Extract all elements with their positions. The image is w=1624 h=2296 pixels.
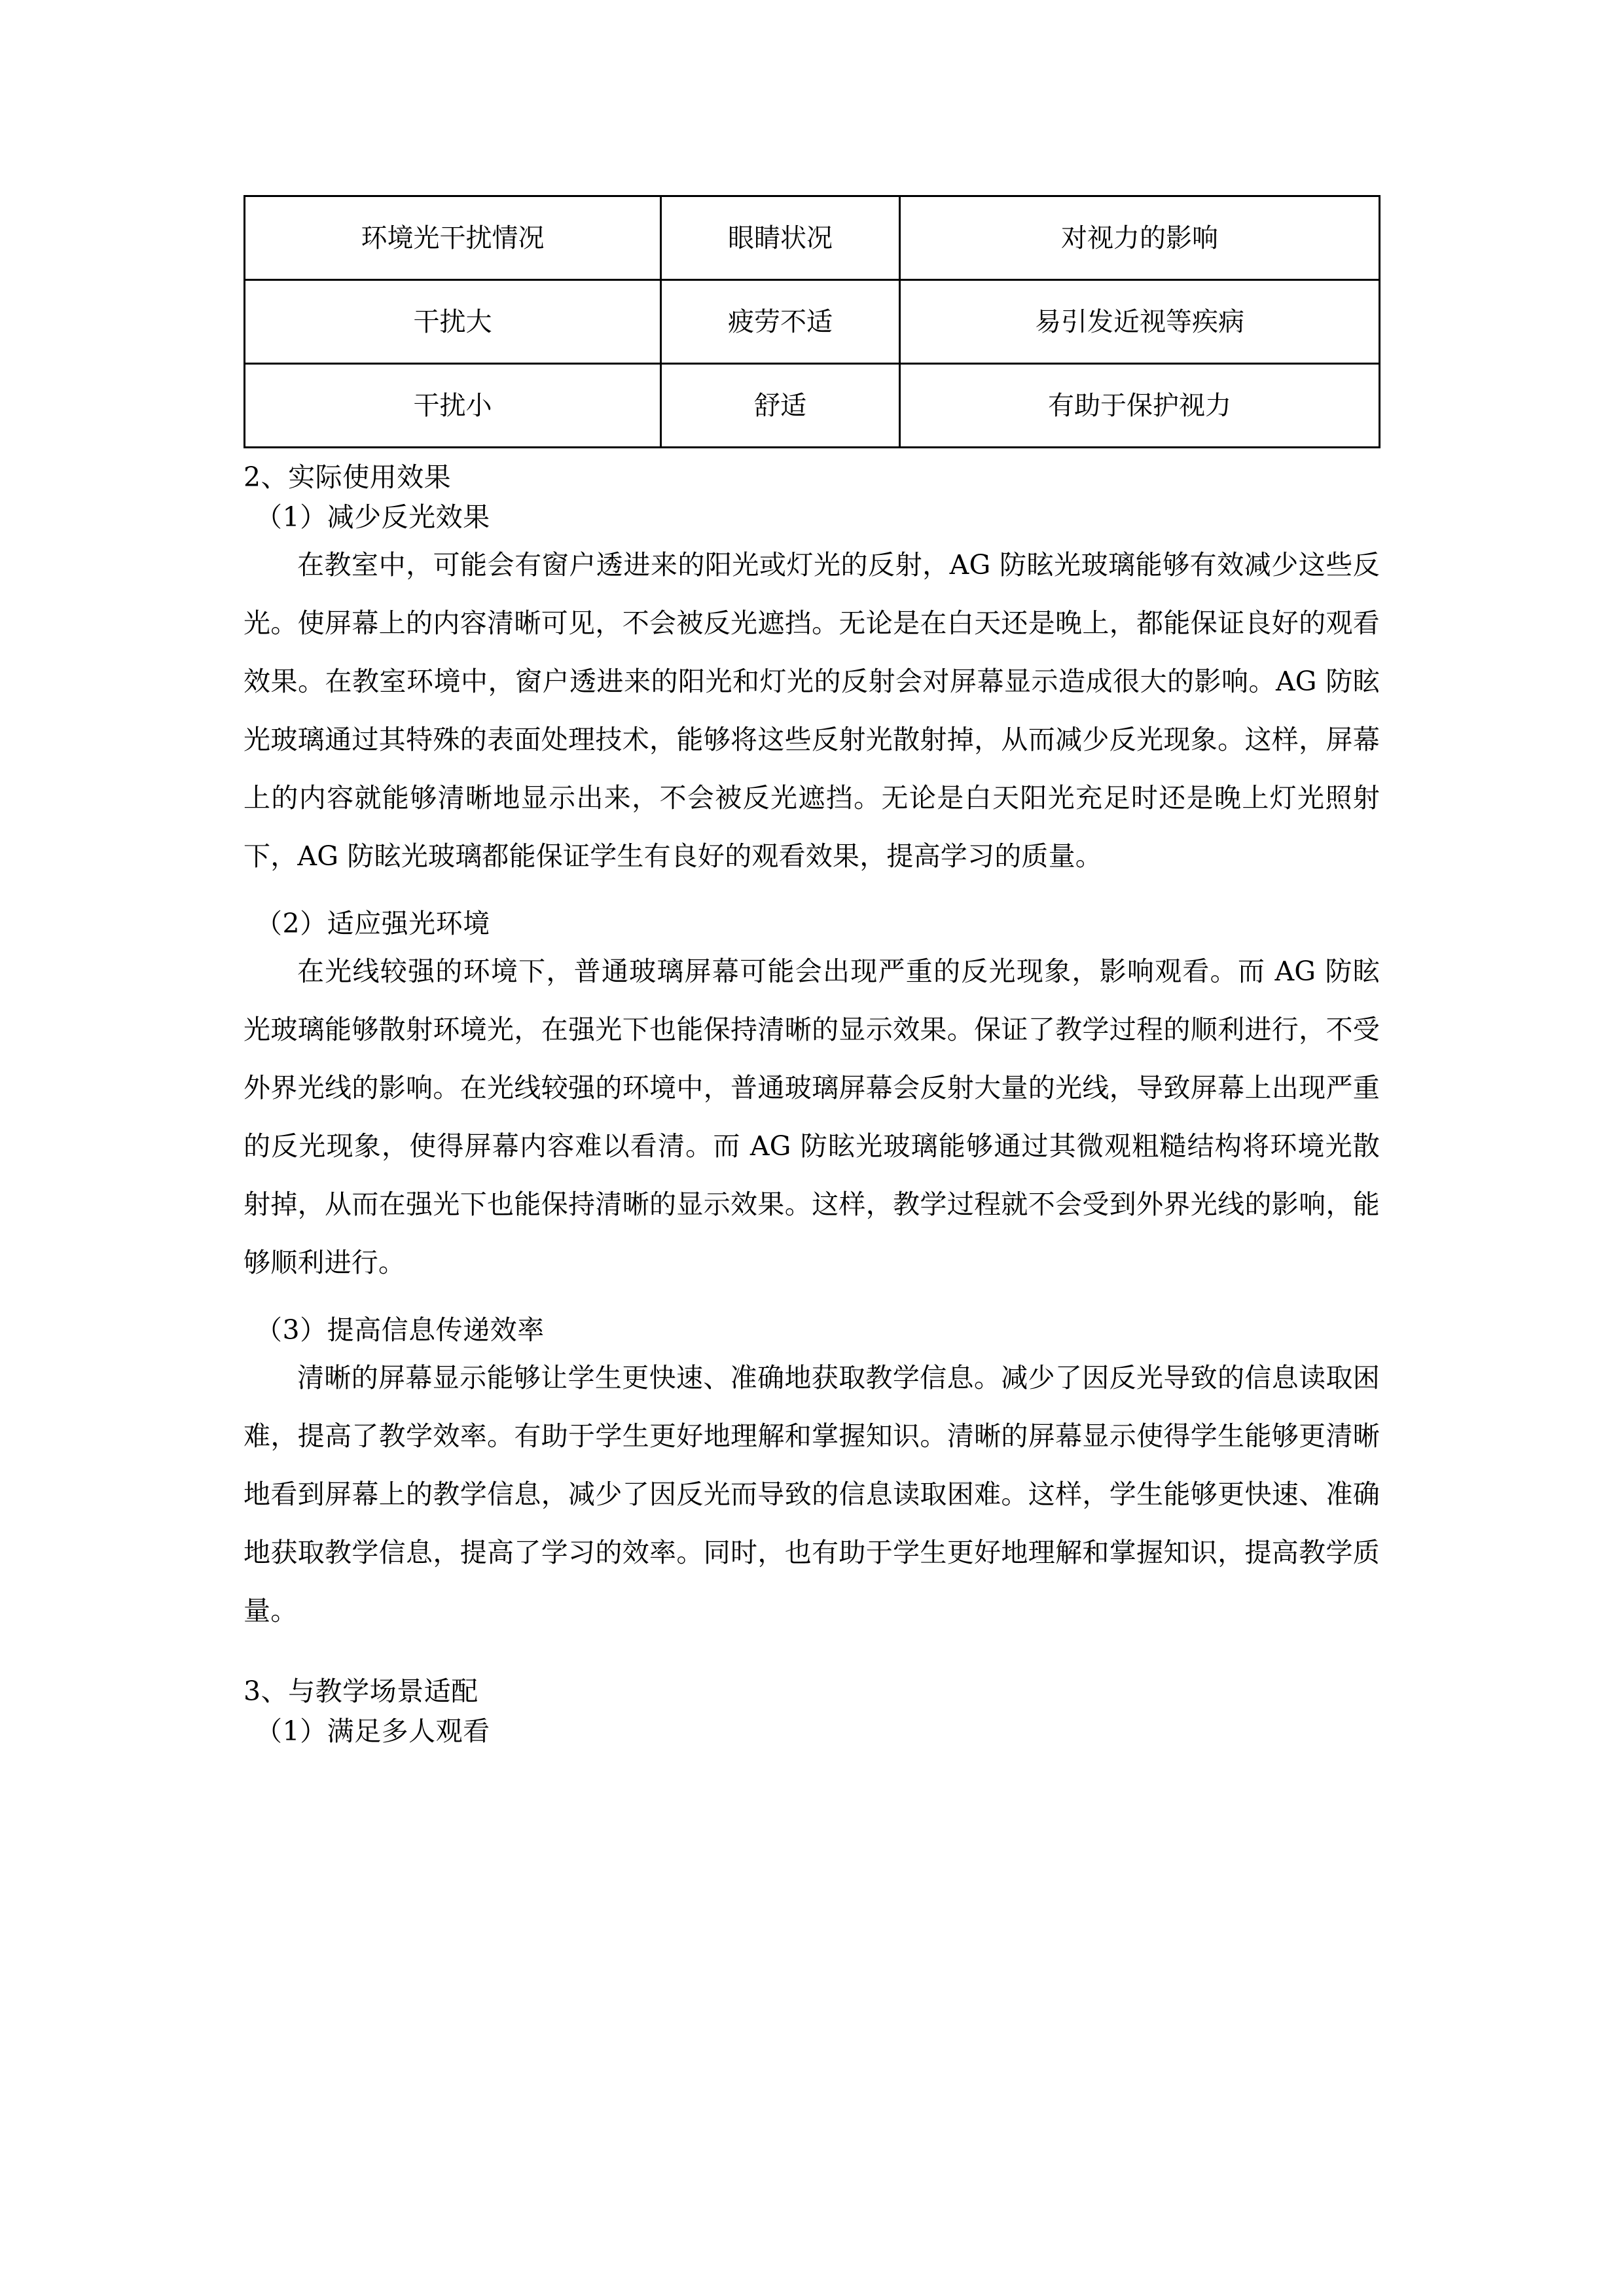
subsection-heading-2-1: （1）减少反光效果 — [255, 501, 490, 533]
subsection-heading-2-3: （3）提高信息传递效率 — [255, 1314, 545, 1346]
subsection-heading-2-2: （2）适应强光环境 — [255, 908, 490, 939]
table-row — [245, 364, 1380, 448]
paragraph-2-1-1: 在教室中，可能会有窗户透进来的阳光或灯光的反射，AG 防眩光玻璃能够有效减少这些反光。使屏幕上的内容清晰可见，不会被反光遮挡。无论是在白天还是晚上，都能保证良好的观看效果。在教室环境中，窗户透进来的阳光和灯光的反射会对屏幕显示造成很大的影响。AG 防眩光玻璃通过其特殊的表面处理技术，能够将这些反射光散射掉，从而减少反光现象。这样，屏幕上的内容就能够清晰地显示出来，不会被反光遮挡。无论是白天阳光充足时还是晚上灯光照射下，AG 防眩光玻璃都能保证学生有良好的观看效果，提高学习的质量。 — [244, 549, 1380, 872]
subsection-heading-3-1: （1）满足多人观看 — [255, 1715, 490, 1747]
section-heading-3: 3、与教学场景适配 — [244, 1676, 478, 1707]
table-cell: 有助于保护视力 — [900, 364, 1380, 448]
table-cell: 干扰小 — [245, 364, 661, 448]
table-cell: 疲劳不适 — [661, 280, 900, 364]
paragraph-2-2-1: 在光线较强的环境下，普通玻璃屏幕可能会出现严重的反光现象，影响观看。而 AG 防眩光玻璃能够散射环境光，在强光下也能保持清晰的显示效果。保证了教学过程的顺利进行，不受外界光线的影响。在光线较强的环境中，普通玻璃屏幕会反射大量的光线，导致屏幕上出现严重的反光现象，使得屏幕内容难以看清。而 AG 防眩光玻璃能够通过其微观粗糙结构将环境光散射掉，从而在强光下也能保持清晰的显示效果。这样，教学过程就不会受到外界光线的影响，能够顺利进行。 — [244, 956, 1380, 1278]
paragraph-2-3-1: 清晰的屏幕显示能够让学生更快速、准确地获取教学信息。减少了因反光导致的信息读取困难，提高了教学效率。有助于学生更好地理解和掌握知识。清晰的屏幕显示使得学生能够更清晰地看到屏幕上的教学信息，减少了因反光而导致的信息读取困难。这样，学生能够更快速、准确地获取教学信息，提高了学习的效率。同时，也有助于学生更好地理解和掌握知识，提高教学质量。 — [244, 1362, 1380, 1626]
table-header-cell: 对视力的影响 — [900, 196, 1380, 280]
ambient-light-eye-impact-table — [244, 195, 1380, 448]
table-cell: 易引发近视等疾病 — [900, 280, 1380, 364]
spacer — [244, 1292, 1380, 1304]
page-content — [244, 195, 1380, 1745]
spacer — [244, 886, 1380, 897]
spacer — [244, 1640, 1380, 1662]
table-header-cell: 眼睛状况 — [661, 196, 900, 280]
section-heading-2: 2、实际使用效果 — [244, 461, 452, 493]
table-row — [245, 280, 1380, 364]
table-header-cell: 环境光干扰情况 — [245, 196, 661, 280]
table-cell: 舒适 — [661, 364, 900, 448]
table-cell: 干扰大 — [245, 280, 661, 364]
table-header-row — [245, 196, 1380, 280]
